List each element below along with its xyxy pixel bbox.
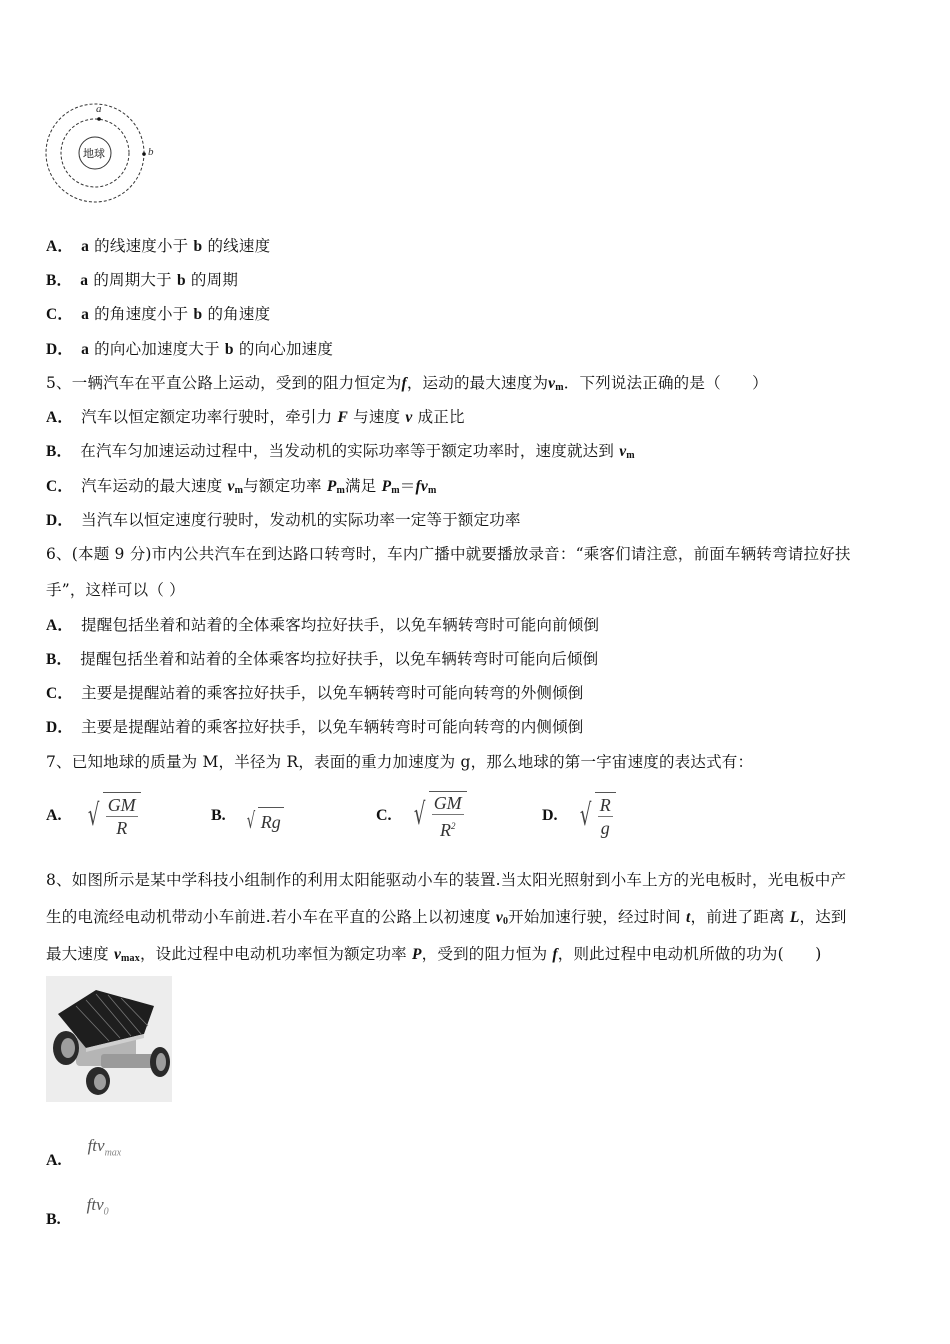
sqrt-expression: √ $\frac{GM}{R^2}$ [410,791,467,841]
q8-option-b: B. ftv$_0$ [46,1195,109,1228]
q7-stem: 7、已知地球的质量为 M，半径为 R，表面的重力加速度为 g，那么地球的第一宇宙速度的表达式有： [46,753,754,771]
q4-option-a: A． a 的线速度小于 b 的线速度 [46,237,271,255]
point-a-label: a [96,103,102,115]
point-b-label: b [148,146,154,158]
q6-stem-line2: 手”，这样可以（ ） [46,581,185,599]
q6-option-d: D． 主要是提醒站着的乘客拉好扶手，以免车辆转弯时可能向转弯的内侧倾倒 [46,718,584,736]
q4-option-b: B． a 的周期大于 b 的周期 [46,271,239,289]
radical-sign-icon: √ [579,798,591,833]
sqrt-expression: √ Rg [244,807,284,837]
q8-option-a: A. ftv$_{max}$ [46,1136,122,1169]
solar-car-image [46,976,172,1102]
q7-option-b: B. √ Rg [211,788,284,844]
sqrt-expression: √ $\frac{GM}{R}$ [84,792,141,840]
radical-sign-icon: √ [246,809,255,834]
earth-label: 地球 [83,147,105,160]
q7-option-d: D. √ $\frac{R}{g}$ [542,788,616,844]
q6-option-c: C． 主要是提醒站着的乘客拉好扶手，以免车辆转弯时可能向转弯的外侧倾倒 [46,684,584,702]
q5-option-d: D． 当汽车以恒定速度行驶时，发动机的实际功率一定等于额定功率 [46,511,521,529]
q8-stem-line2: 生的电流经电动机带动小车前进.若小车在平直的公路上以初速度 $v_0$开始加速行驶，经过时间 t，前进了距离 L，达到 [46,908,847,927]
q7-option-c: C. √ $\frac{GM}{R^2}$ [376,788,467,844]
q8-stem-line1: 8、如图所示是某中学科技小组制作的利用太阳能驱动小车的装置.当太阳光照射到小车上方的光电板时，光电板中产 [46,871,847,889]
q7-option-a: A. √ $\frac{GM}{R}$ [46,788,141,844]
orbit-diagram [44,100,164,205]
q4-option-d: D． a 的向心加速度大于 b 的向心加速度 [46,340,334,358]
radical-sign-icon: √ [87,798,99,833]
sqrt-expression: √ $\frac{R}{g}$ [576,792,616,840]
solar-car-illustration [46,976,172,1102]
q6-option-a: A． 提醒包括坐着和站着的全体乘客均拉好扶手，以免车辆转弯时可能向前倾倒 [46,616,600,634]
q5-option-a: A． 汽车以恒定额定功率行驶时，牵引力 F 与速度 v 成正比 [46,408,465,426]
q5-option-b: B． 在汽车匀加速运动过程中，当发动机的实际功率等于额定功率时，速度就达到 $v_m$ [46,442,635,461]
q6-option-b: B． 提醒包括坐着和站着的全体乘客均拉好扶手，以免车辆转弯时可能向后倾倒 [46,650,599,668]
q7-options [46,788,646,844]
q4-option-c: C． a 的角速度小于 b 的角速度 [46,305,271,323]
q6-stem-line1: 6、(本题 9 分)市内公共汽车在到达路口转弯时，车内广播中就要播放录音：“乘客们请注意，前面车辆转弯请拉好扶 [46,545,851,563]
radical-sign-icon: √ [413,797,425,832]
q8-stem-line3: 最大速度 $v_{max}$，设此过程中电动机功率恒为额定功率 P，受到的阻力恒为 f，则此过程中电动机所做的功为( ) [46,945,822,964]
q5-option-c: C． 汽车运动的最大速度 $v_m$与额定功率 $P_m$满足 $P_m=fv_m$ [46,477,437,496]
q5-stem: 5、一辆汽车在平直公路上运动，受到的阻力恒定为f，运动的最大速度为$v_m$．下列说法正确的是（ ） [46,374,768,393]
